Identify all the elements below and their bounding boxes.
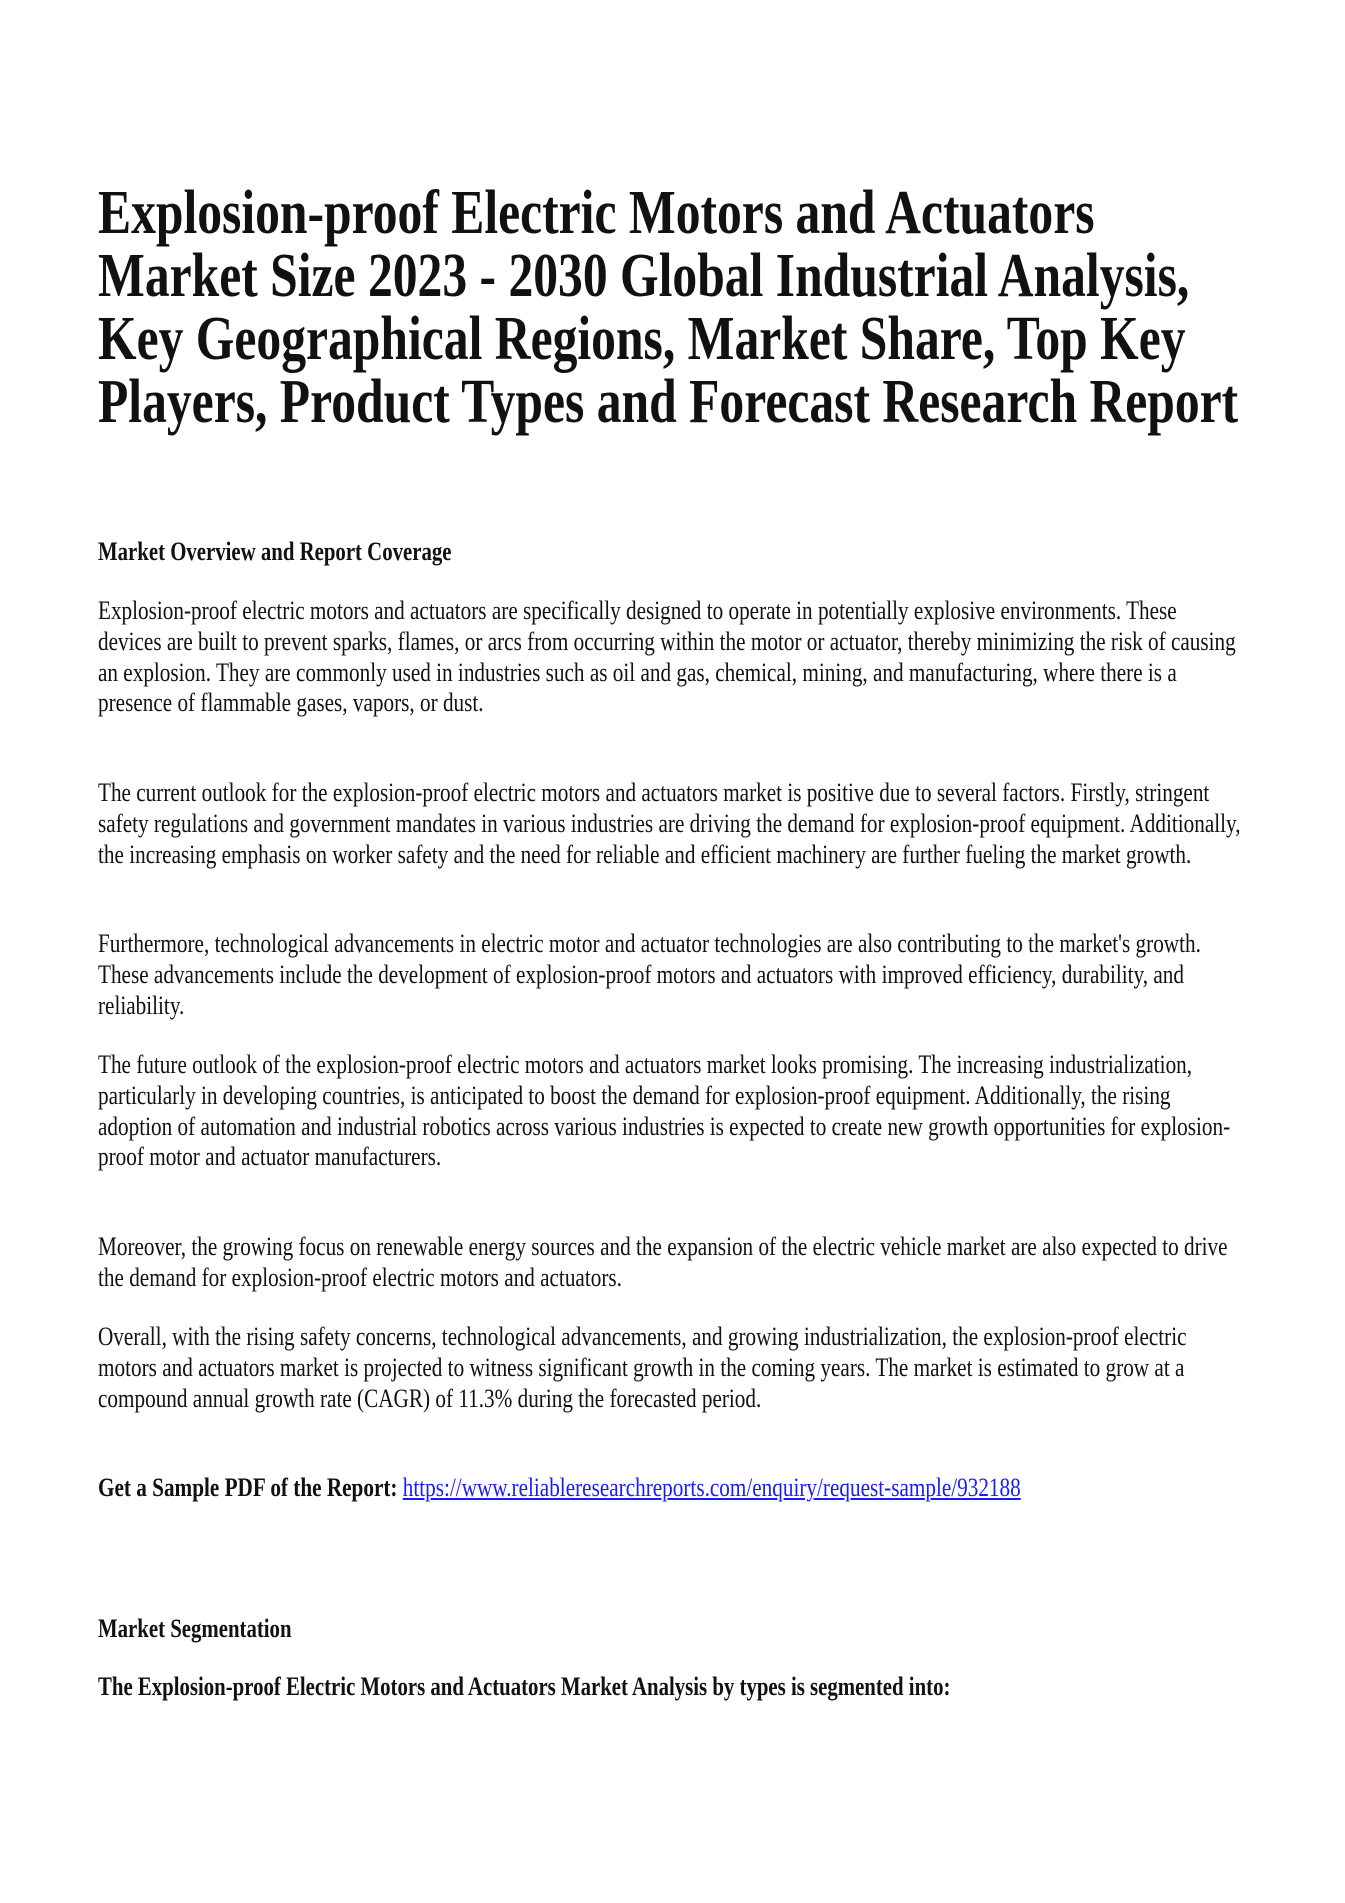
paragraph-5: Moreover, the growing focus on renewable energy sources and the expansion of the electric vehicle market are also expected to drive the demand for explosion-proof electric motors and actuators. [98,1231,1228,1292]
section-heading-segmentation: Market Segmentation [98,1614,292,1643]
paragraph-4: The future outlook of the explosion-proof electric motors and actuators market looks promising. The increasing industrialization, particularly in developing countries, is anticipated to boost the demand for explosion-proof equipment. Additionally, the rising adoption of automation and industrial robotics across various industries is expected to create new growth opportunities for explosion-proof motor and actuator manufacturers. [98,1049,1231,1172]
segmentation-subheading: The Explosion-proof Electric Motors and Actuators Market Analysis by types is segmented into: [98,1672,951,1701]
page-title: Explosion-proof Electric Motors and Actuators Market Size 2023 - 2030 Global Industrial Analysis, Key Geographical Regions, Market Share, Top Key Players, Product Types and Forecast Research Report [98,179,1239,436]
paragraph-3: Furthermore, technological advancements in electric motor and actuator technologies are also contributing to the market's growth. These advancements include the development of explosion-proof motors and actuators with improved efficiency, durability, and reliability. [98,928,1201,1020]
section-heading-overview: Market Overview and Report Coverage [98,537,452,566]
sample-pdf-link[interactable]: https://www.reliableresearchreports.com/enquiry/request-sample/932188 [402,1472,1021,1502]
paragraph-1: Explosion-proof electric motors and actuators are specifically designed to operate in potentially explosive environments. These devices are built to prevent sparks, flames, or arcs from occurring within the motor or actuator, thereby minimizing the risk of causing an explosion. They are commonly used in industries such as oil and gas, chemical, mining, and manufacturing, where there is a presence of flammable gases, vapors, or dust. [98,595,1236,718]
paragraph-2: The current outlook for the explosion-proof electric motors and actuators market is positive due to several factors. Firstly, stringent safety regulations and government mandates in various industries are driving the demand for explosion-proof equipment. Additionally, the increasing emphasis on worker safety and the need for reliable and efficient machinery are further fueling the market growth. [98,777,1241,869]
sample-pdf-line [98,1472,1242,1503]
paragraph-6: Overall, with the rising safety concerns, technological advancements, and growing industrialization, the explosion-proof electric motors and actuators market is projected to witness significant growth in the coming years. The market is estimated to grow at a compound annual growth rate (CAGR) of 11.3% during the forecasted period. [98,1321,1187,1413]
sample-pdf-label: Get a Sample PDF of the Report: [98,1472,398,1502]
